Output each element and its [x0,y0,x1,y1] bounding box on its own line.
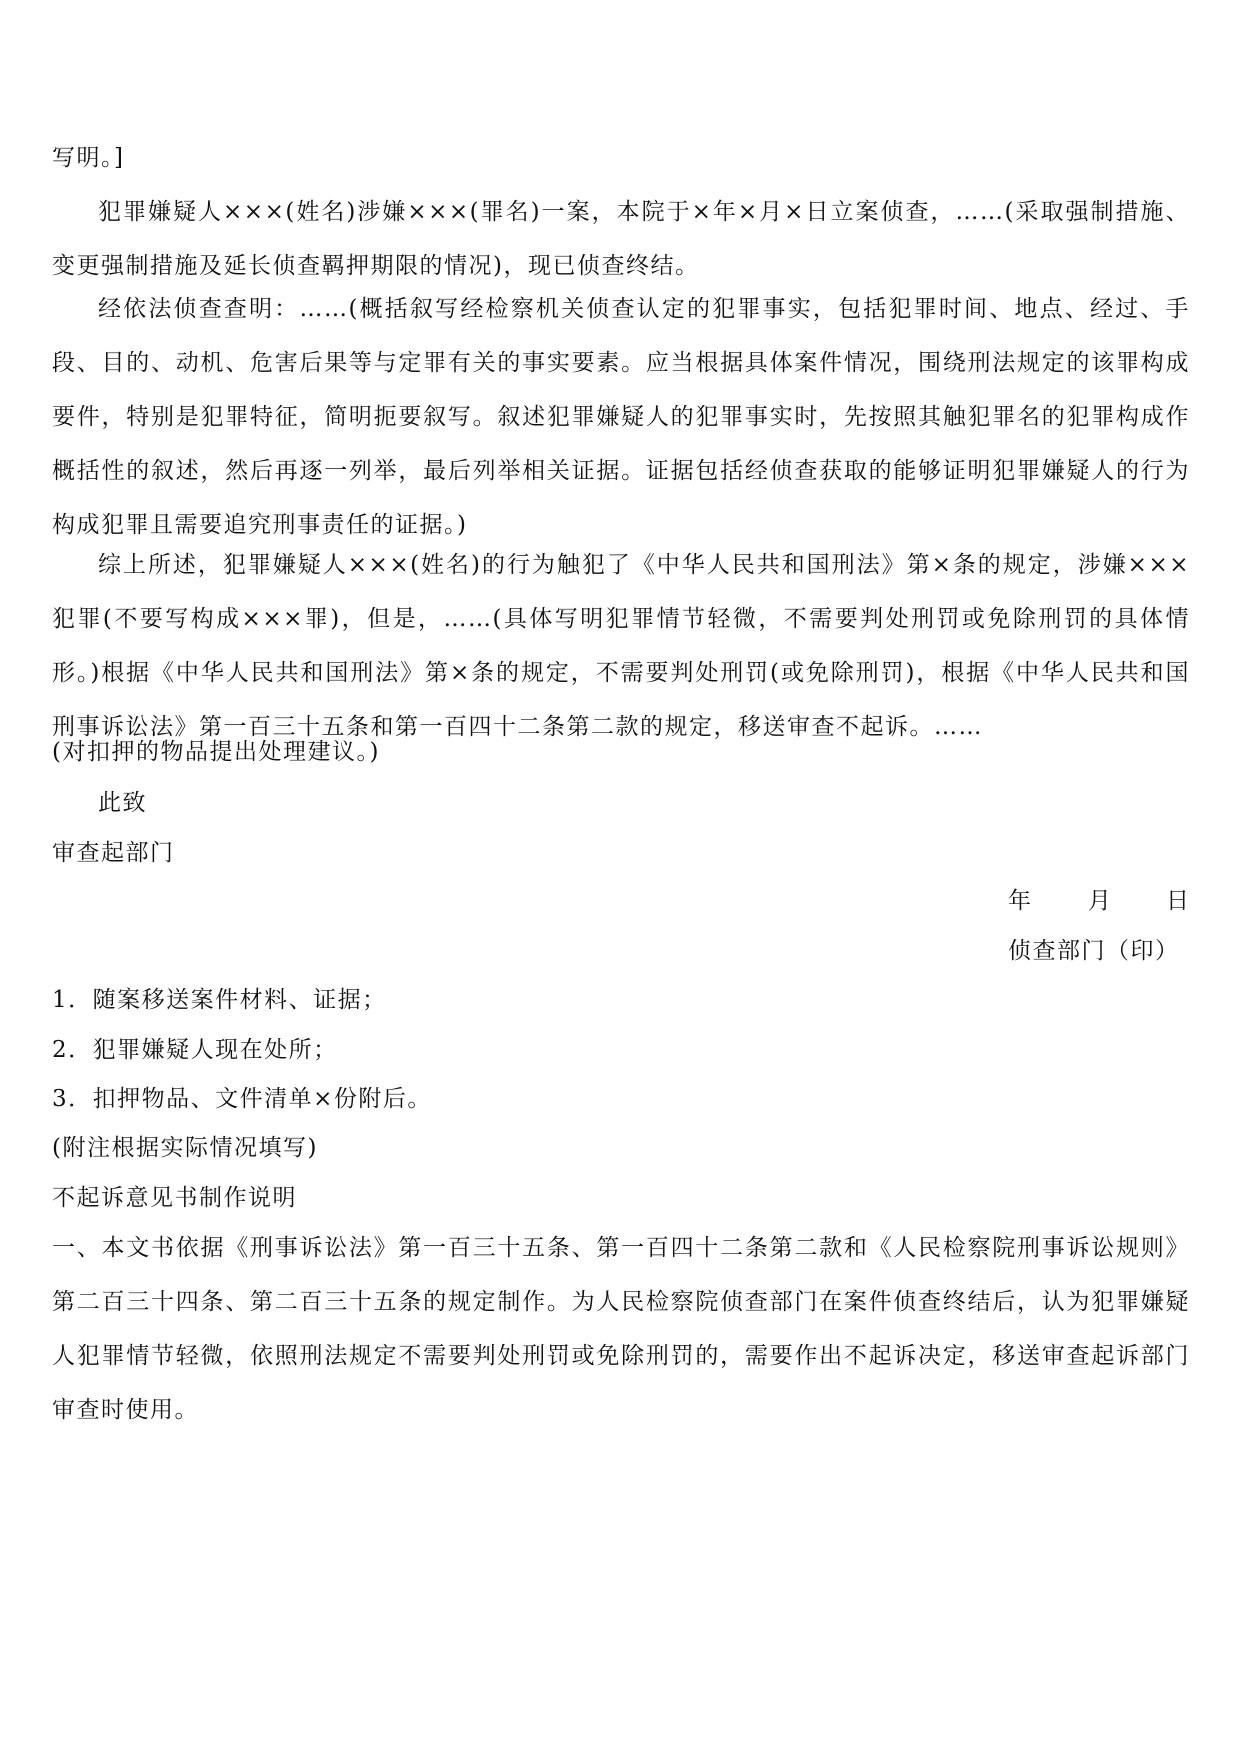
case-paragraph: 犯罪嫌疑人×××(姓名)涉嫌×××(罪名)一案，本院于×年×月×日立案侦查，……(采取强制措施、变更强制措施及延长侦查羁押期限的情况)，现已侦查终结。 [52,199,1190,279]
attachment-3: 3．扣押物品、文件清单×份附后。 [52,1086,432,1112]
conclusion-paragraph: 综上所述，犯罪嫌疑人×××(姓名)的行为触犯了《中华人民共和国刑法》第×条的规定，涉嫌×××犯罪(不要写构成×××罪)，但是，……(具体写明犯罪情节轻微，不需要判处刑罚或免除刑罚的具体情形。)根据《中华人民共和国刑法》第×条的规定，不需要判处刑罚(或免除刑罚)，根据《中华人民共和国刑事诉讼法》第一百三十五条和第一百四十二条第二款的规定，移送审查不起诉。…… [52,552,1190,740]
seized-items-note: (对扣押的物品提出处理建议。) [52,739,380,765]
instructions-item-1: 一、本文书依据《刑事诉讼法》第一百三十五条、第一百四十二条第二款和《人民检察院刑事诉讼规则》第二百三十四条、第二百三十五条的规定制作。为人民检察院侦查部门在案件侦查终结后，认为犯罪嫌疑人犯罪情节轻微，依照刑法规定不需要判处刑罚或免除刑罚的，需要作出不起诉决定，移送审查起诉部门审查时使用。 [52,1235,1190,1423]
salutation: 此致 [98,790,147,816]
attachment-note: (附注根据实际情况填写) [52,1135,318,1161]
date-day: 日 [1166,888,1191,914]
seal-line: 侦查部门（印） [1008,938,1180,964]
date-year: 年 [1008,888,1033,914]
facts-paragraph: 经依法侦查查明：……(概括叙写经检察机关侦查认定的犯罪事实，包括犯罪时间、地点、经过、手段、目的、动机、危害后果等与定罪有关的事实要素。应当根据具体案件情况，围绕刑法规定的该罪构成要件，特别是犯罪特征，简明扼要叙写。叙述犯罪嫌疑人的犯罪事实时，先按照其触犯罪名的犯罪构成作概括性的叙述，然后再逐一列举，最后列举相关证据。证据包括经侦查获取的能够证明犯罪嫌疑人的行为构成犯罪且需要追究刑事责任的证据。) [52,296,1190,538]
attachment-1: 1．随案移送案件材料、证据； [52,987,387,1013]
continuation-line: 写明。] [52,145,125,171]
recipient: 审查起部门 [52,840,175,866]
instructions-title: 不起诉意见书制作说明 [52,1185,297,1211]
attachment-2: 2．犯罪嫌疑人现在处所； [52,1037,338,1063]
date-month: 月 [1088,888,1113,914]
